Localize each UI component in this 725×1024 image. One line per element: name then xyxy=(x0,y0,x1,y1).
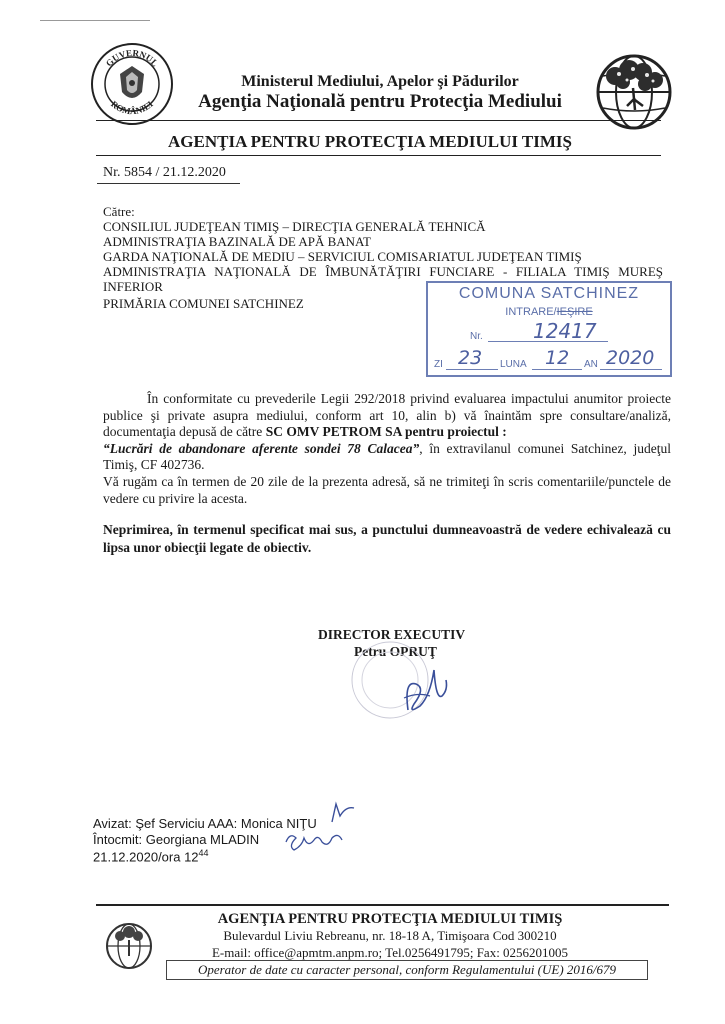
agency-title: Agenţia Naţională pentru Protecţia Mediului xyxy=(198,91,562,112)
director-signature-icon xyxy=(330,640,470,730)
approval-initials-icon xyxy=(328,800,368,826)
stamp-zi-label: ZI xyxy=(434,359,443,370)
stamp-nr-label: Nr. xyxy=(470,331,483,342)
project-name: “Lucrări de abandonare aferente sondei 78 Calacea” xyxy=(103,440,420,456)
stamp-title: COMUNA SATCHINEZ xyxy=(458,285,640,302)
drafted-date-time: 21.12.2020/ora $12^{44}$ xyxy=(93,848,209,865)
warning-paragraph: Neprimirea, în termenul specificat mai sus, a punctului dumneavoastră de vedere echivalează cu lipsa unor obiecţii legate de obiectiv. xyxy=(103,522,671,555)
gdpr-notice: Operator de date cu caracter personal, conform Regulamentului (UE) 2016/679 xyxy=(166,960,648,980)
footer-divider xyxy=(96,904,669,906)
stamp-subtitle: INTRARE/IEŞIRE xyxy=(505,306,593,318)
stamp-nr-handwritten: 12417 xyxy=(533,319,597,343)
registration-stamp xyxy=(426,281,672,377)
footer-agency-title: AGENŢIA PENTRU PROTECŢIA MEDIULUI TIMIŞ xyxy=(217,911,563,927)
recipient-1: CONSILIUL JUDEŢEAN TIMIŞ – DIRECŢIA GENERALĂ TEHNICĂ xyxy=(103,219,486,234)
seal-bottom-text: ROMÂNIEI xyxy=(109,98,155,117)
stamp-year-handwritten: 2020 xyxy=(606,347,655,369)
company-name: SC OMV PETROM SA pentru proiectul : xyxy=(265,424,507,439)
seal-top-text: GUVERNUL xyxy=(103,47,161,69)
registration-number: Nr. 5854 / 21.12.2020 xyxy=(103,165,226,180)
stamp-day-handwritten: 23 xyxy=(458,347,483,369)
stamp-luna-label: LUNA xyxy=(500,359,527,370)
svg-text:ROMÂNIEI xyxy=(109,99,155,117)
footer-logo-icon xyxy=(100,916,158,974)
drafted-by: Întocmit: Georgiana MLADIN xyxy=(93,832,260,847)
subheader-divider xyxy=(96,155,661,156)
drafter-signature-icon xyxy=(280,824,350,858)
number-underline xyxy=(97,183,240,184)
scan-mark xyxy=(40,20,150,21)
body-paragraph-1: În conformitate cu prevederile Legii 292/2018 privind evaluarea impactului anumitor proiecte publice şi private asupra mediului, conform art 10, alin b) vă înaintăm spre consultare/analiză, documentaţia depusă de către SC OMV PETROM SA pentru proiectul : “Lucrări de abandonare aferente sondei 78 Calacea”, în extravilanul comunei Satchinez, judeţul Timiş, CF 402736. xyxy=(103,391,671,472)
director-name: Petru OPRUŢ xyxy=(354,644,437,659)
director-title: DIRECTOR EXECUTIV xyxy=(318,627,466,642)
recipients-label: Către: xyxy=(103,204,135,219)
stamp-month-handwritten: 12 xyxy=(545,347,570,369)
recipient-2: ADMINISTRAŢIA BAZINALĂ DE APĂ BANAT xyxy=(103,234,371,249)
recipient-5: PRIMĂRIA COMUNEI SATCHINEZ xyxy=(103,296,304,311)
svg-text:GUVERNUL xyxy=(104,48,160,68)
recipient-3: GARDA NAŢIONALĂ DE MEDIU – SERVICIUL COMISARIATUL JUDEŢEAN TIMIŞ xyxy=(103,249,582,264)
approved-by: Avizat: Şef Serviciu AAA: Monica NIŢU xyxy=(93,816,317,831)
local-agency-title: AGENŢIA PENTRU PROTECŢIA MEDIULUI TIMIŞ xyxy=(168,132,572,151)
footer-address: Bulevardul Liviu Rebreanu, nr. 18-18 A, Timişoara Cod 300210 xyxy=(223,928,557,943)
footer-contact: E-mail: office@apmtm.anpm.ro; Tel.0256491795; Fax: 0256201005 xyxy=(211,945,569,960)
ministry-title: Ministerul Mediului, Apelor şi Pădurilor xyxy=(241,73,519,90)
body-paragraph-2: Vă rugăm ca în termen de 20 zile de la prezenta adresă, să ne trimiteţi în scris comentariile/punctele de vedere cu privire la acesta. xyxy=(103,474,671,506)
stamp-an-label: AN xyxy=(584,359,598,370)
header-divider xyxy=(96,120,661,121)
recipient-4: ADMINISTRAŢIA NAŢIONALĂ DE ÎMBUNĂTĂŢIRI FUNCIARE - FILIALA TIMIŞ MUREŞ INFERIOR xyxy=(103,264,663,294)
